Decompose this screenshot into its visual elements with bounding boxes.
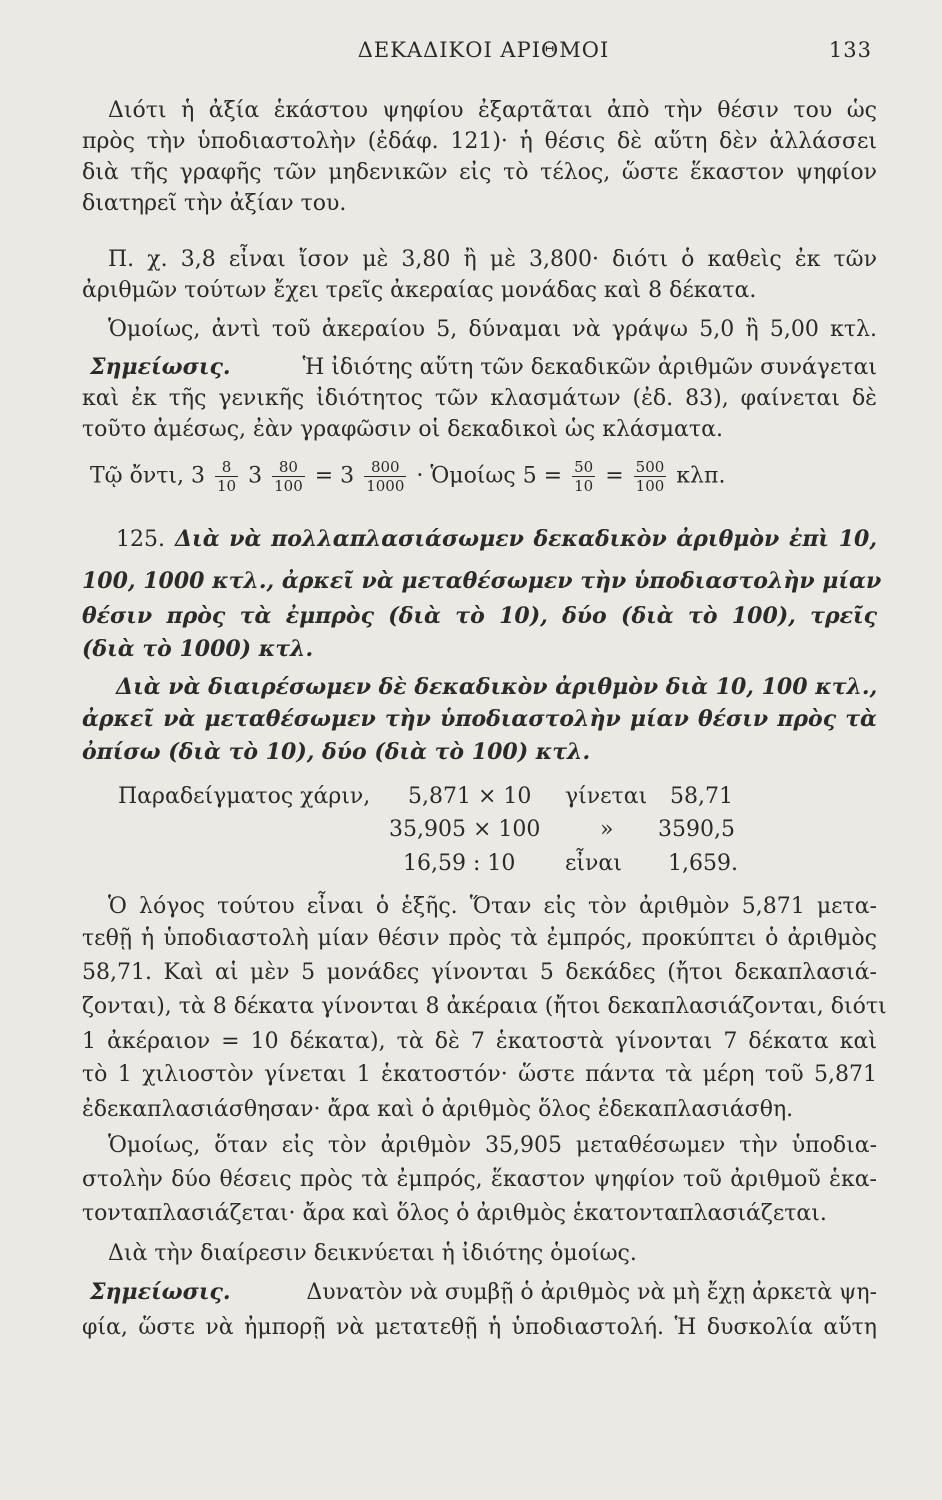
rule-text: Διὰ νὰ πολλαπλασιάσωμεν δεκαδικὸν ἀριθμὸν ἐπὶ 10, (174, 526, 877, 552)
paragraph-line: διατηρεῖ τὴν ἀξίαν του. (82, 191, 347, 216)
numerator: 500 (635, 458, 665, 476)
denominator: 100 (635, 477, 665, 495)
paragraph-line: Διὰ τὴν διαίρεσιν δεικνύεται ἡ ἰδιότης ὁμοίως. (108, 1241, 637, 1266)
rule-line: 100, 1000 κτλ., ἀρκεῖ νὰ μεταθέσωμεν τὴν ὑποδιαστολὴν μίαν (82, 568, 882, 594)
section-number: 125. (116, 527, 165, 552)
example-verb: γίνεται (565, 784, 648, 809)
paragraph-line: 1 ἀκέραιον = 10 δέκατα), τὰ δὲ 7 ἑκατοστὰ γίνονται 7 δέκατα καὶ (82, 1029, 877, 1054)
fraction (634, 458, 667, 495)
denominator: 100 (274, 477, 303, 495)
paragraph-line: φία, ὥστε νὰ ἠμπορῇ νὰ μετατεθῇ ἡ ὑποδιαστολή. Ἡ δυσκολία αὕτη (82, 1315, 877, 1340)
note-text: Ἡ ἰδιότης αὕτη τῶν δεκαδικῶν ἀριθμῶν συνάγεται (302, 355, 877, 380)
paragraph-line: ζονται), τὰ 8 δέκατα γίνονται 8 ἀκέραια (ἤτοι δεκαπλασιάζονται, διότι (82, 994, 887, 1019)
section-heading-line (82, 524, 877, 555)
numerator: 50 (574, 458, 594, 476)
example-result: 3590,5 (658, 817, 735, 842)
equation-text: · Ὁμοίως 5 = (416, 463, 563, 489)
example-result: 1,659. (668, 851, 738, 876)
paragraph-line: ἐδεκαπλασιάσθησαν· ἄρα καὶ ὁ ἀριθμὸς ὅλος ἐδεκαπλασιάσθη. (82, 1097, 794, 1122)
running-header (95, 38, 872, 70)
page-number: 133 (828, 38, 872, 62)
equation-text: Τῷ ὄντι, 3 (90, 463, 206, 489)
rule-line: (διὰ τὸ 1000) κτλ. (82, 636, 314, 662)
paragraph-line: καὶ ἐκ τῆς γενικῆς ἰδιότητος τῶν κλασμάτων (ἐδ. 83), φαίνεται δὲ (82, 386, 877, 411)
rule-line: θέσιν πρὸς τὰ ἐμπρὸς (διὰ τὸ 10), δύο (διὰ τὸ 100), τρεῖς (82, 603, 877, 629)
example-verb: εἶναι (565, 851, 622, 876)
rule-line: Διὰ νὰ διαιρέσωμεν δὲ δεκαδικὸν ἀριθμὸν διὰ 10, 100 κτλ., (116, 674, 878, 700)
paragraph-line: Ὁ λόγος τούτου εἶναι ὁ ἑξῆς. Ὅταν εἰς τὸν ἀριθμὸν 5,871 μετα- (108, 894, 877, 919)
paragraph-line: Ὁμοίως, ὅταν εἰς τὸν ἀριθμὸν 35,905 μεταθέσωμεν τὴν ὑποδια- (108, 1133, 877, 1158)
paragraph-line: τοῦτο ἀμέσως, ἐὰν γραφῶσιν οἱ δεκαδικοὶ ὡς κλάσματα. (82, 417, 723, 442)
paragraph-line: τὸ 1 χιλιοστὸν γίνεται 1 ἑκατοστόν· ὥστε πάντα τὰ μέρη τοῦ 5,871 (82, 1062, 877, 1087)
paragraph-line: τονταπλασιάζεται· ἄρα καὶ ὅλος ὁ ἀριθμὸς ἑκατονταπλασιάζεται. (82, 1201, 827, 1226)
fraction (272, 458, 305, 495)
note-line (82, 1277, 877, 1308)
paragraph-line: στολὴν δύο θέσεις πρὸς τὰ ἐμπρός, ἕκαστον ψηφίον τοῦ ἀριθμοῦ ἑκα- (82, 1167, 877, 1192)
denominator: 10 (574, 477, 594, 495)
note-label: Σημείωσις. (90, 1279, 231, 1305)
note-line (82, 352, 877, 383)
equation-text: = 3 (314, 463, 355, 489)
fraction (215, 458, 238, 495)
paragraph-line: πρὸς τὴν ὑποδιαστολὴν (ἐδάφ. 121)· ἡ θέσις δὲ αὕτη δὲν ἀλλάσσει (82, 129, 877, 154)
fraction-equation (82, 458, 885, 508)
paragraph-line: Διότι ἡ ἀξία ἑκάστου ψηφίου ἐξαρτᾶται ἀπὸ τὴν θέσιν του ὡς (108, 98, 877, 123)
equation-text: κλπ. (676, 463, 726, 489)
example-verb: » (600, 817, 614, 842)
paragraph-line: ἀριθμῶν τούτων ἔχει τρεῖς ἀκεραίας μονάδας καὶ 8 δέκατα. (82, 278, 757, 303)
example-expression: 16,59 : 10 (403, 851, 516, 876)
equation-text: = (605, 463, 624, 489)
examples-intro: Παραδείγματος χάριν, (118, 784, 371, 809)
paragraph-line: Π. χ. 3,8 εἶναι ἴσον μὲ 3,80 ἢ μὲ 3,800· διότι ὁ καθεὶς ἐκ τῶν (108, 247, 877, 272)
numerator: 8 (215, 458, 238, 477)
rule-line: ἀρκεῖ νὰ μεταθέσωμεν τὴν ὑποδιαστολὴν μίαν θέσιν πρὸς τὰ (82, 706, 877, 732)
rule-line: ὀπίσω (διὰ τὸ 10), δύο (διὰ τὸ 100) κτλ. (82, 739, 591, 765)
note-label: Σημείωσις. (90, 354, 231, 380)
paragraph-line: Ὁμοίως, ἀντὶ τοῦ ἀκεραίου 5, δύναμαι νὰ γράψω 5,0 ἢ 5,00 κτλ. (108, 317, 877, 342)
numerator: 80 (272, 458, 305, 477)
chapter-title: ΔΕΚΑΔΙΚΟΙ ΑΡΙΘΜΟΙ (357, 38, 610, 62)
paragraph-line: τεθῇ ἡ ὑποδιαστολὴ μίαν θέσιν πρὸς τὰ ἐμπρός, προκύπτει ὁ ἀριθμὸς (82, 926, 877, 951)
paragraph-line: 58,71. Καὶ αἱ μὲν 5 μονάδες γίνονται 5 δεκάδες (ἤτοι δεκαπλασιά- (82, 960, 877, 985)
fraction (572, 458, 595, 495)
denominator: 10 (217, 477, 237, 495)
denominator: 1000 (366, 477, 405, 495)
equation-text: 3 (248, 463, 263, 489)
example-result: 58,71 (670, 784, 733, 809)
numerator: 800 (364, 458, 406, 477)
paragraph-line: διὰ τῆς γραφῆς τῶν μηδενικῶν εἰς τὸ τέλος, ὥστε ἕκαστον ψηφίον (82, 160, 877, 185)
note-text: Δυνατὸν νὰ συμβῇ ὁ ἀριθμὸς νὰ μὴ ἔχῃ ἀρκετὰ ψη- (306, 1280, 877, 1305)
fraction (364, 458, 406, 495)
example-expression: 5,871 × 10 (408, 784, 532, 809)
example-expression: 35,905 × 100 (389, 817, 541, 842)
